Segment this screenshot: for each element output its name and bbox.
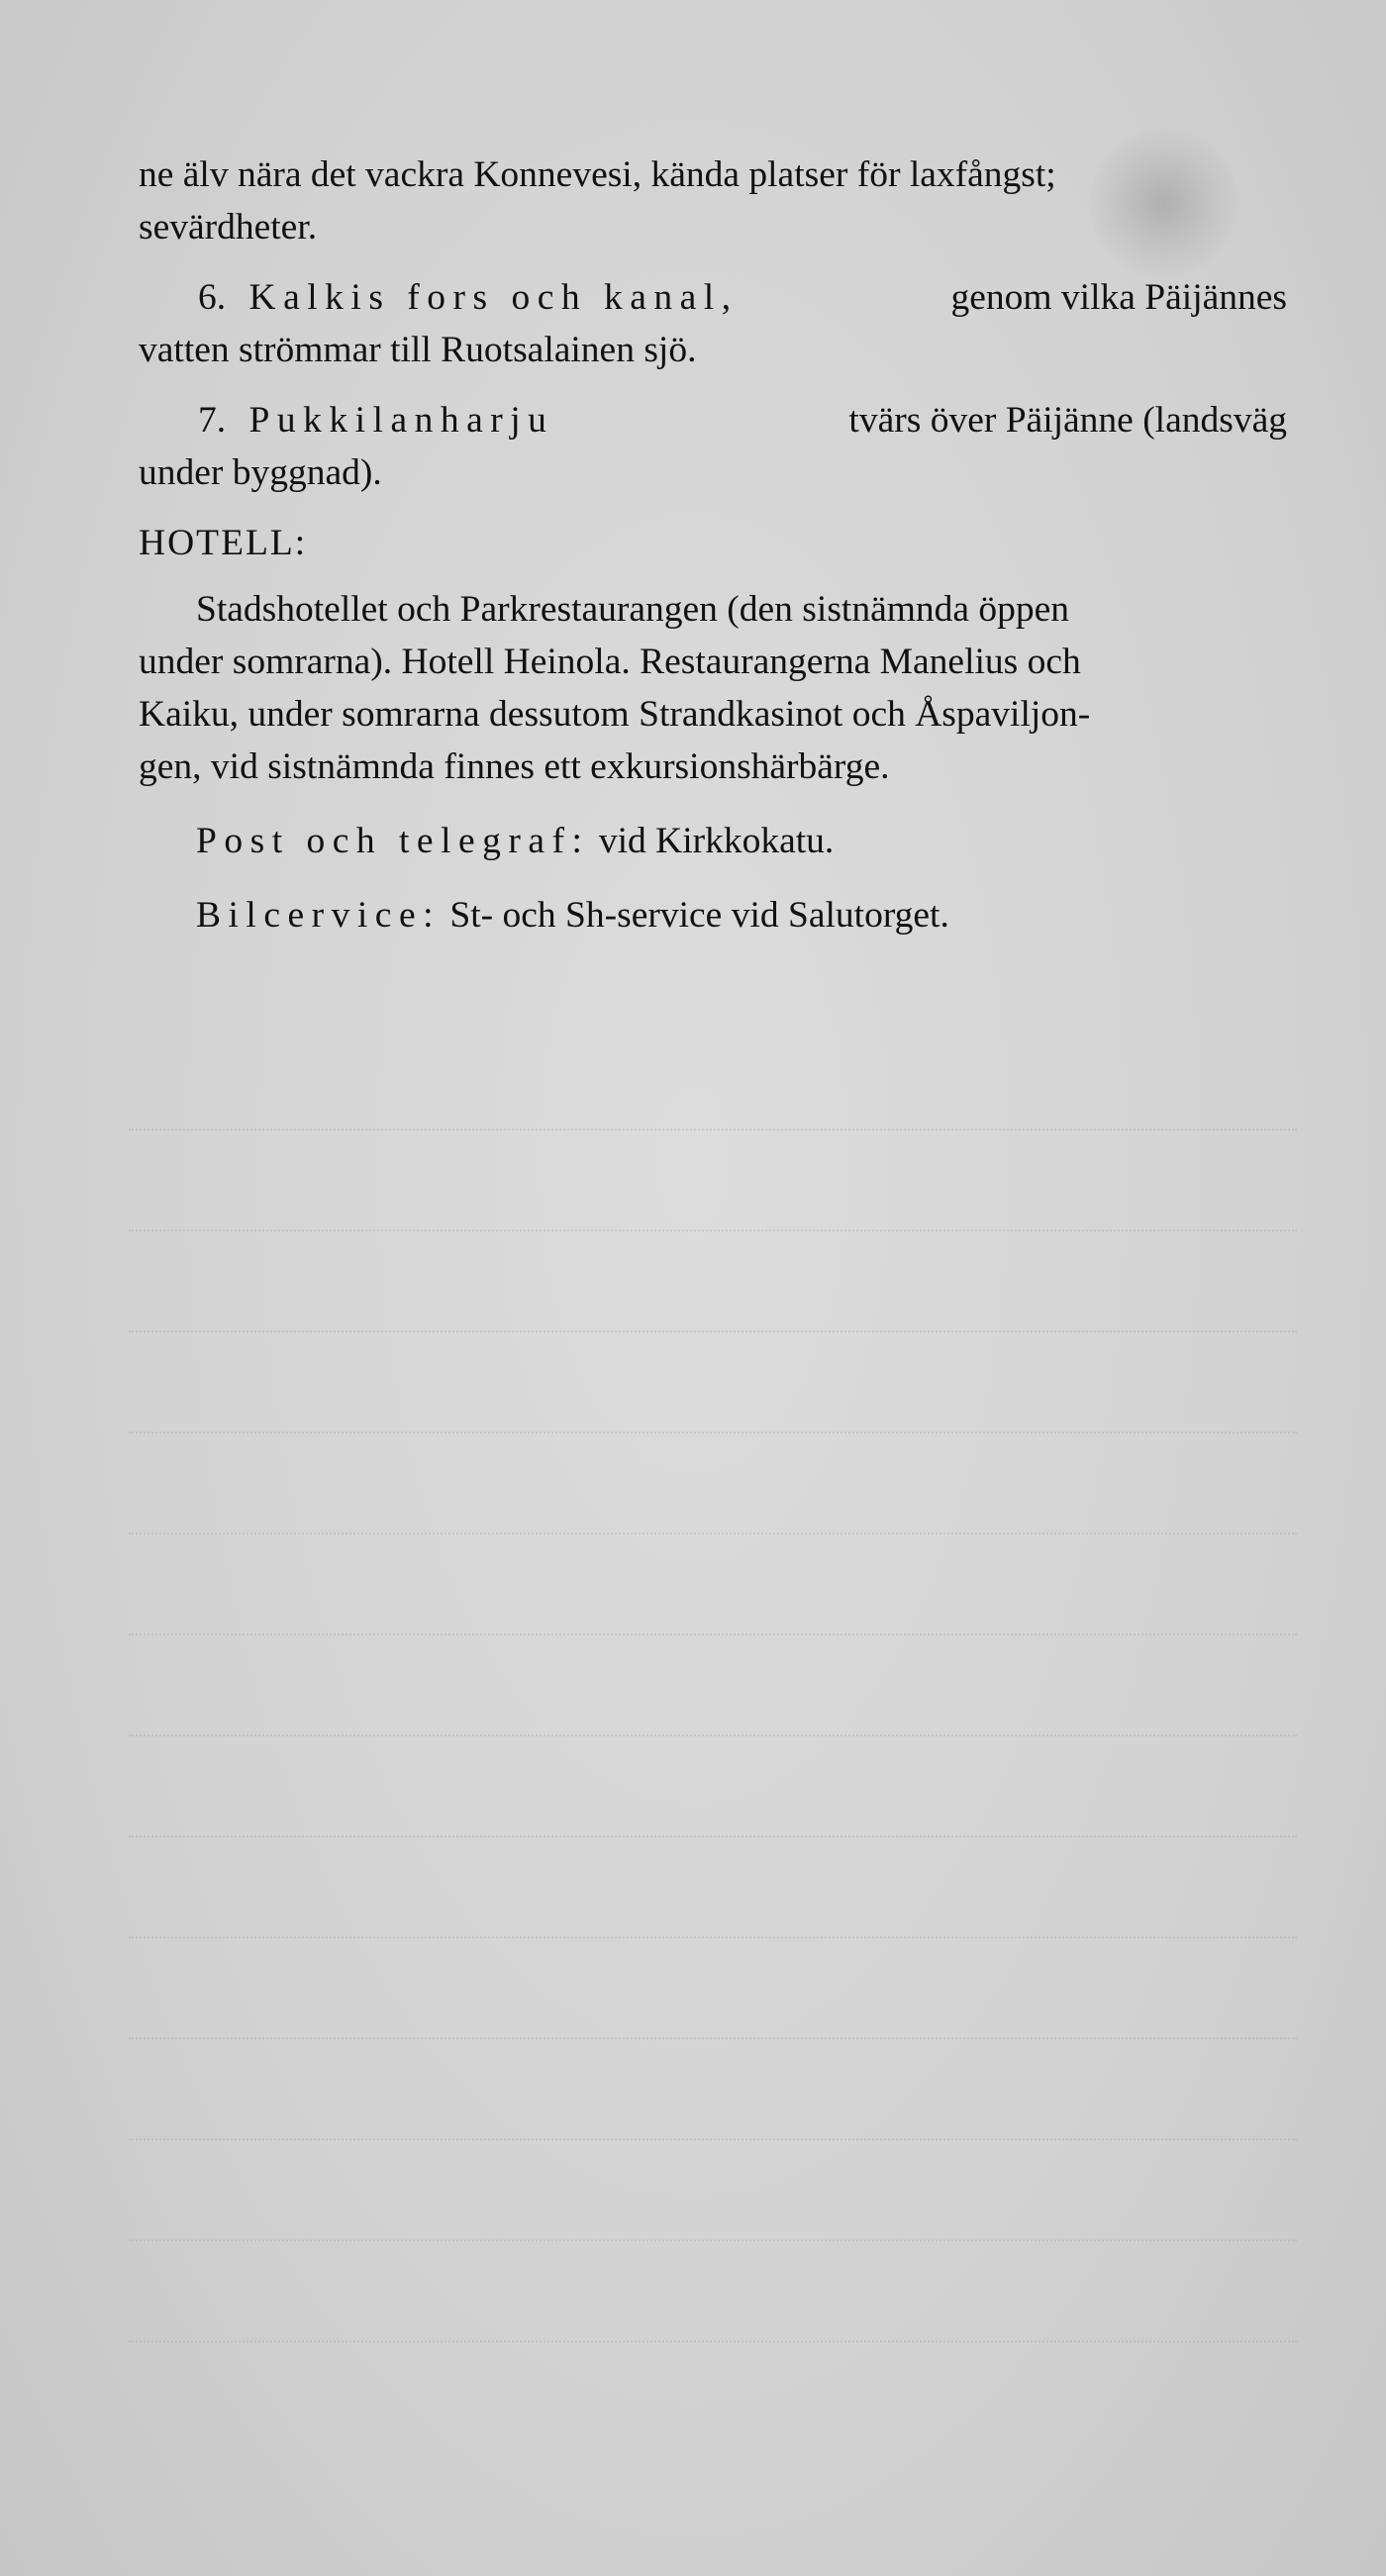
- paragraph-hotel: [139, 583, 1287, 793]
- item-text: tvärs över Päijänne (landsväg: [848, 400, 1287, 441]
- bilservice-label: Bilcervice:: [196, 895, 442, 936]
- paragraph-intro: [139, 149, 1287, 253]
- text-line: sevärdheter.: [139, 207, 318, 248]
- paragraph-post: [139, 815, 1287, 867]
- post-value: vid Kirkkokatu.: [598, 821, 835, 861]
- bilservice-value: St- och Sh-service vid Salutorget.: [449, 895, 949, 936]
- text-line: Stadshotellet och Parkrestaurangen (den sistnämnda öppen: [196, 589, 1070, 630]
- section-heading: HOTELL:: [139, 523, 308, 563]
- item-name: Kalkis fors och kanal,: [248, 277, 739, 318]
- item-text: genom vilka Päijännes: [950, 277, 1287, 318]
- text-line: [139, 394, 1287, 446]
- text-line: under somrarna). Hotell Heinola. Restaurangerna Manelius och: [139, 642, 1081, 682]
- bleed-through-texture: [129, 1069, 1297, 2554]
- post-label: Post och telegraf:: [196, 821, 590, 861]
- text-line: Kaiku, under somrarna dessutom Strandkasinot och Åspaviljon-: [139, 694, 1091, 735]
- document-body: [139, 149, 1287, 959]
- list-item-6: [139, 271, 1287, 376]
- item-number: 7.: [198, 400, 227, 441]
- paragraph-bilservice: [139, 889, 1287, 941]
- text-line: ne älv nära det vackra Konnevesi, kända platser för laxfångst;: [139, 154, 1056, 195]
- text-line: [139, 889, 1287, 941]
- text-line: gen, vid sistnämnda finnes ett exkursionshärbärge.: [139, 746, 890, 787]
- text-line: vatten strömmar till Ruotsalainen sjö.: [139, 330, 697, 370]
- list-item-7: [139, 394, 1287, 499]
- item-number: 6.: [198, 277, 227, 318]
- text-line: under byggnad).: [139, 452, 382, 493]
- text-line: [139, 271, 1287, 324]
- section-hotel-heading: [139, 517, 1287, 569]
- text-line: [139, 815, 1287, 867]
- item-name: Pukkilanharju: [248, 400, 554, 441]
